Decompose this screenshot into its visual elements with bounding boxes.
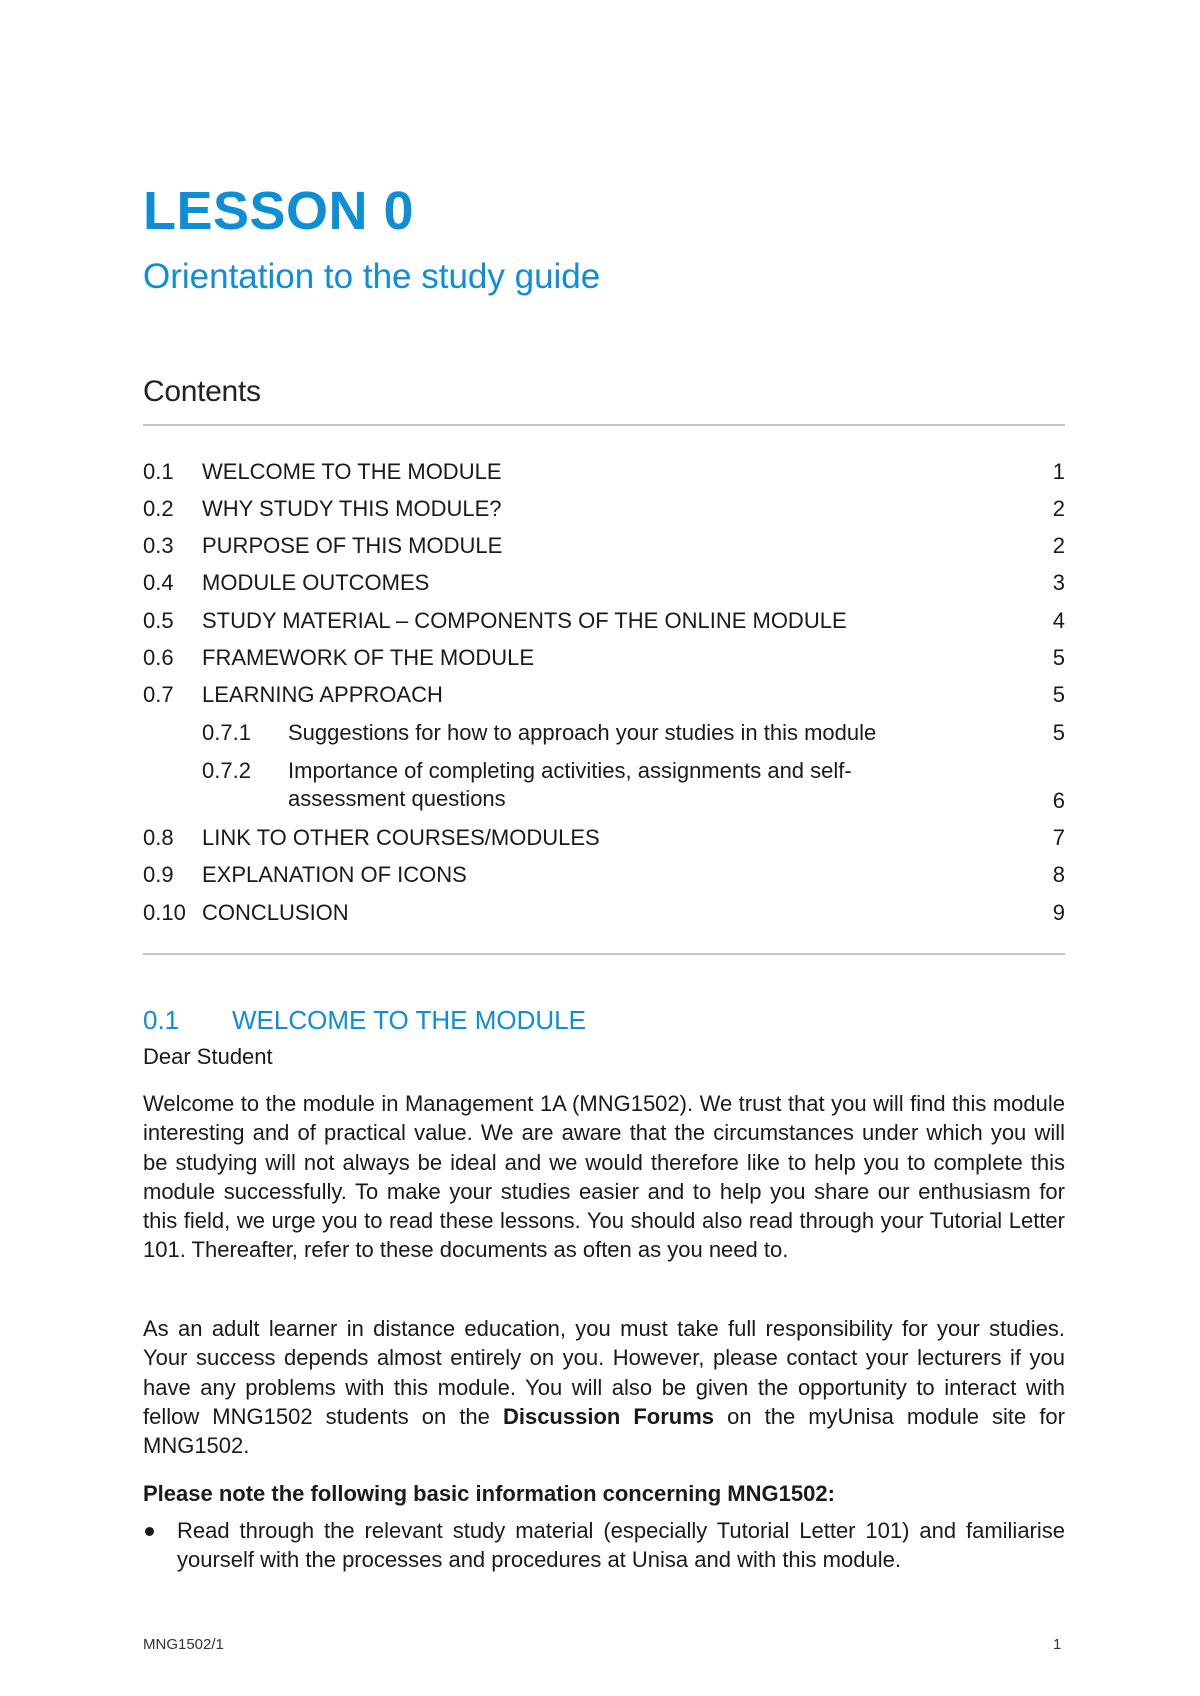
toc-item-number: 0.9 [143, 862, 174, 887]
paragraph-text: As an adult learner in distance education, you must take full responsibility for your studies. Your success depends almost entirely on you. However, please contact your lecturers if you have any problems with this module. You will also be given the opportunity to interact with fellow MNG1502 students on the [143, 1316, 1065, 1429]
toc-item-page: 6 [1052, 788, 1065, 813]
section-heading [143, 1004, 586, 1036]
toc-item-number: 0.3 [143, 533, 174, 558]
toc-item-number: 0.6 [143, 645, 174, 670]
bullet-icon [145, 1527, 154, 1536]
toc-item-page: 5 [1052, 720, 1065, 745]
welcome-paragraph: Welcome to the module in Management 1A (MNG1502). We trust that you will find this module interesting and of practical value. We are aware that the circumstances under which you will be studying will not always be ideal and we would therefore like to help you to complete this module successfully. To make your studies easier and to help you share our enthusiasm for this field, we urge you to read these lessons. You should also read through your Tutorial Letter 101. Thereafter, refer to these documents as often as you need to. [143, 1091, 1065, 1263]
toc-item-number: 0.2 [143, 496, 174, 521]
toc-item-number: 0.10 [143, 900, 186, 925]
toc-item-title: STUDY MATERIAL – COMPONENTS OF THE ONLINE MODULE [202, 608, 847, 633]
paragraph-text: on the myUnisa module site for MNG1502. [143, 1403, 1065, 1459]
greeting: Dear Student [143, 1044, 273, 1069]
toc-item-title: EXPLANATION OF ICONS [202, 862, 467, 887]
responsibility-paragraph [143, 1314, 1065, 1460]
toc-item-title: FRAMEWORK OF THE MODULE [202, 645, 535, 670]
section-title: WELCOME TO THE MODULE [232, 1005, 586, 1035]
toc-item-number: 0.5 [143, 608, 174, 633]
toc-item-title: LEARNING APPROACH [202, 682, 443, 707]
toc-item-title: LINK TO OTHER COURSES/MODULES [202, 825, 600, 850]
contents-title: Contents [143, 375, 261, 408]
toc-item-title: Importance of completing activities, assignments and self-assessment questions [288, 758, 852, 811]
toc-item-page: 1 [1052, 459, 1065, 484]
toc-item-number: 0.1 [143, 459, 174, 484]
toc-item-number: 0.4 [143, 570, 174, 595]
toc-item-page: 7 [1052, 825, 1065, 850]
toc-item-title: CONCLUSION [202, 900, 349, 925]
toc-item-title: WELCOME TO THE MODULE [202, 459, 502, 484]
toc-item-number: 0.7.2 [202, 758, 251, 783]
section-number: 0.1 [143, 1005, 180, 1035]
toc-item-page: 2 [1052, 496, 1065, 521]
lesson-label: LESSON 0 [143, 181, 415, 241]
discussion-forums-emphasis: Discussion Forums [502, 1403, 715, 1429]
toc-item-page: 2 [1052, 533, 1065, 558]
toc-item-title: WHY STUDY THIS MODULE? [202, 496, 502, 521]
toc-item-number: 0.7 [143, 682, 174, 707]
toc-item-title: MODULE OUTCOMES [202, 570, 430, 595]
note-heading: Please note the following basic information concerning MNG1502: [143, 1481, 835, 1506]
toc-item-title: PURPOSE OF THIS MODULE [202, 533, 503, 558]
toc-item-number: 0.7.1 [202, 720, 251, 745]
toc-item-page: 3 [1052, 570, 1065, 595]
toc-item-page: 5 [1052, 645, 1065, 670]
contents-top-divider [143, 424, 1065, 426]
toc-item-number: 0.8 [143, 825, 174, 850]
toc-item-page: 8 [1052, 862, 1065, 887]
footer-code: MNG1502/1 [143, 1636, 224, 1653]
toc-item-title: Suggestions for how to approach your studies in this module [288, 720, 877, 745]
toc-item-page: 5 [1052, 682, 1065, 707]
toc-item-page: 4 [1052, 608, 1065, 633]
contents-bottom-divider [143, 953, 1065, 955]
toc-item-page: 9 [1052, 900, 1065, 925]
lesson-subtitle: Orientation to the study guide [143, 257, 601, 296]
footer-page-number: 1 [1053, 1636, 1062, 1653]
bullet-text: Read through the relevant study material (especially Tutorial Letter 101) and familiarise yourself with the processes and procedures at Unisa and with this module. [177, 1518, 1065, 1573]
